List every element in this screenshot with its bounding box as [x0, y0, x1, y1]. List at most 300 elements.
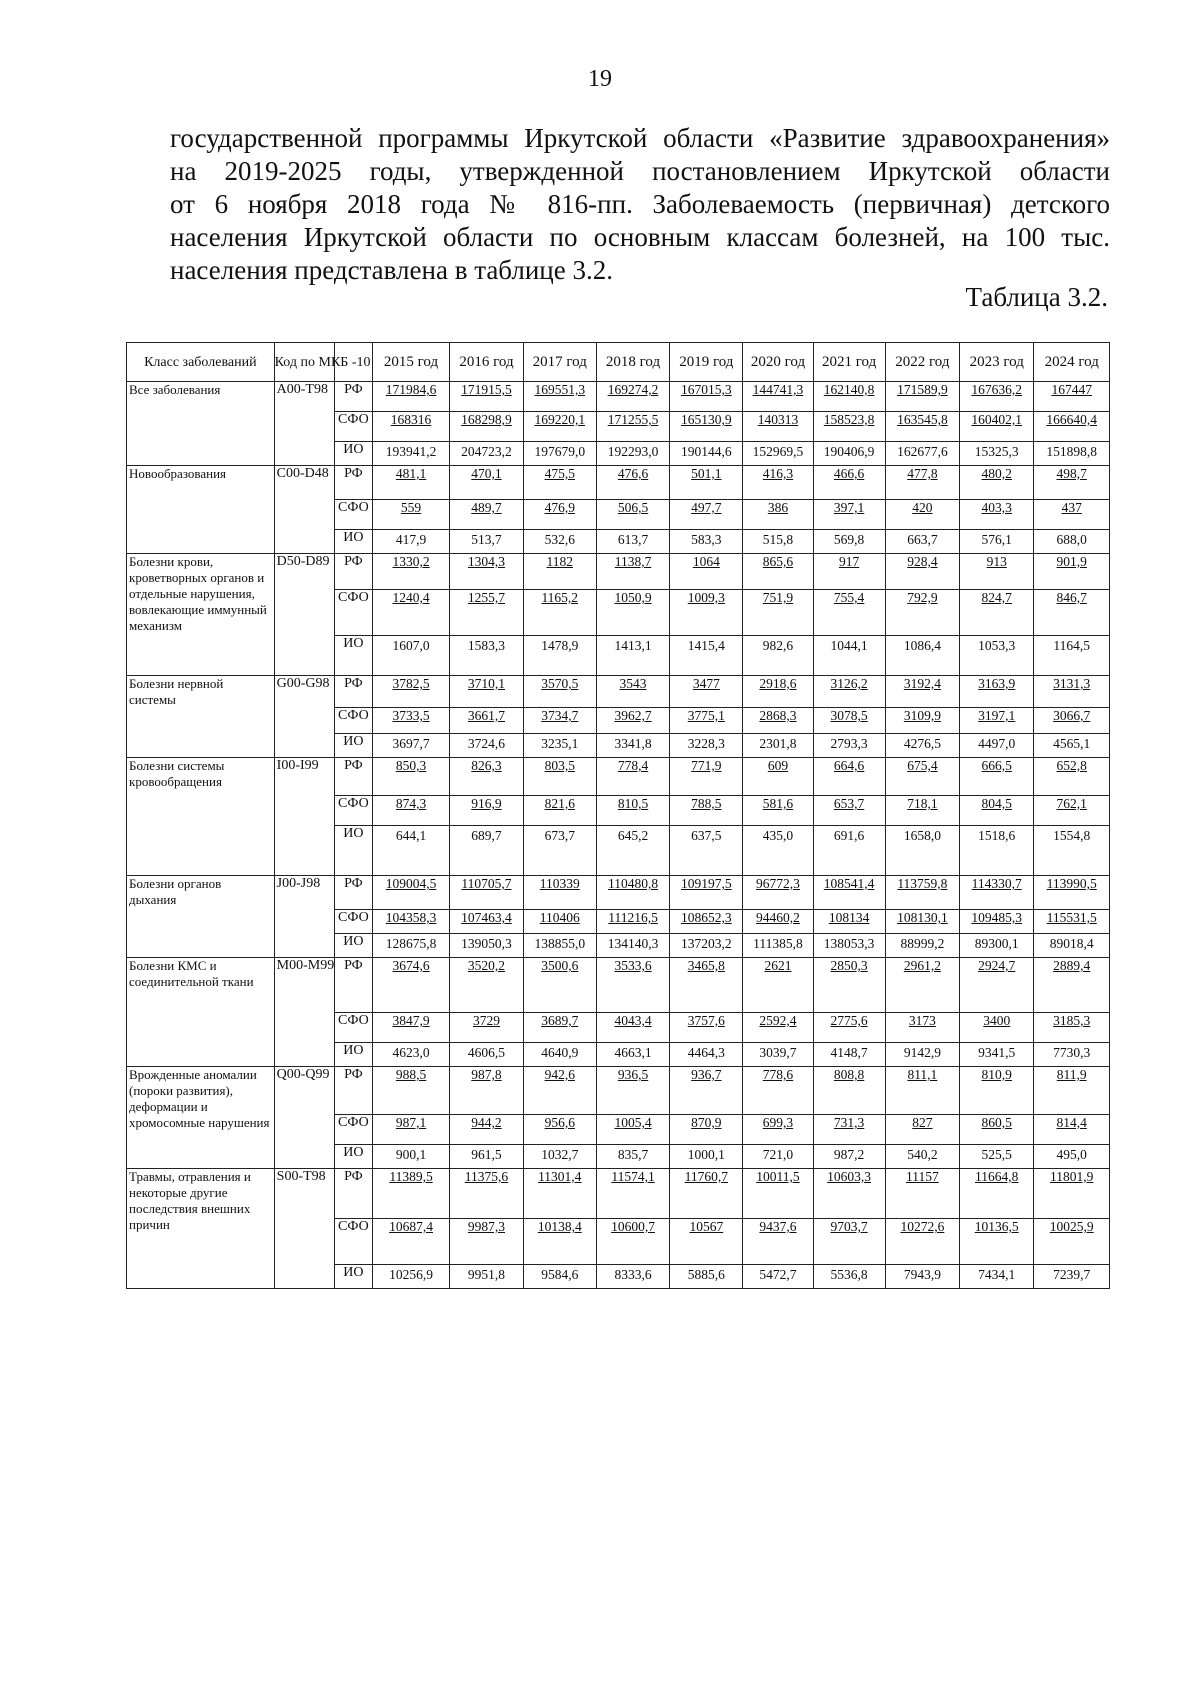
- intro-line: государственной программы Иркутской области «Развитие здравоохранения»: [170, 123, 1110, 153]
- value-cell: 138855,0: [523, 934, 596, 958]
- value-cell: 778,4: [596, 758, 669, 796]
- value-cell: 2621: [743, 958, 813, 1013]
- value-cell: 11375,6: [450, 1169, 523, 1219]
- value-cell: 96772,3: [743, 876, 813, 910]
- value-cell: 653,7: [813, 796, 885, 826]
- value-cell: 386: [743, 500, 813, 530]
- value-cell: 3674,6: [372, 958, 450, 1013]
- header-year: 2022 год: [885, 343, 959, 382]
- value-cell: 3500,6: [523, 958, 596, 1013]
- value-cell: 8333,6: [596, 1265, 669, 1289]
- header-year: 2018 год: [596, 343, 669, 382]
- value-cell: 673,7: [523, 826, 596, 876]
- value-cell: 1182: [523, 554, 596, 590]
- value-cell: 3757,6: [670, 1013, 743, 1043]
- value-cell: 1009,3: [670, 590, 743, 636]
- value-cell: 1607,0: [372, 636, 450, 676]
- header-year: 2021 год: [813, 343, 885, 382]
- value-cell: 403,3: [960, 500, 1034, 530]
- value-cell: 10025,9: [1034, 1219, 1110, 1265]
- value-cell: 171255,5: [596, 412, 669, 442]
- region-cell: РФ: [335, 758, 373, 796]
- value-cell: 111385,8: [743, 934, 813, 958]
- value-cell: 506,5: [596, 500, 669, 530]
- region-cell: РФ: [335, 554, 373, 590]
- value-cell: 613,7: [596, 530, 669, 554]
- table-caption: Таблица 3.2.: [965, 282, 1108, 312]
- value-cell: 988,5: [372, 1067, 450, 1115]
- value-cell: 3782,5: [372, 676, 450, 708]
- value-cell: 755,4: [813, 590, 885, 636]
- value-cell: 3689,7: [523, 1013, 596, 1043]
- value-cell: 416,3: [743, 466, 813, 500]
- value-cell: 4148,7: [813, 1043, 885, 1067]
- value-cell: 532,6: [523, 530, 596, 554]
- value-cell: 110339: [523, 876, 596, 910]
- region-cell: РФ: [335, 1067, 373, 1115]
- value-cell: 3126,2: [813, 676, 885, 708]
- region-cell: ИО: [335, 934, 373, 958]
- value-cell: 788,5: [670, 796, 743, 826]
- value-cell: 495,0: [1034, 1145, 1110, 1169]
- value-cell: 166640,4: [1034, 412, 1110, 442]
- value-cell: 167015,3: [670, 382, 743, 412]
- icd-code-cell: S00-T98: [274, 1169, 334, 1289]
- value-cell: 190406,9: [813, 442, 885, 466]
- value-cell: 1240,4: [372, 590, 450, 636]
- value-cell: 870,9: [670, 1115, 743, 1145]
- region-cell: РФ: [335, 876, 373, 910]
- value-cell: 113990,5: [1034, 876, 1110, 910]
- value-cell: 3543: [596, 676, 669, 708]
- value-cell: 3734,7: [523, 708, 596, 734]
- value-cell: 3520,2: [450, 958, 523, 1013]
- value-cell: 804,5: [960, 796, 1034, 826]
- value-cell: 3341,8: [596, 734, 669, 758]
- value-cell: 3197,1: [960, 708, 1034, 734]
- region-cell: ИО: [335, 826, 373, 876]
- value-cell: 2301,8: [743, 734, 813, 758]
- region-cell: ИО: [335, 442, 373, 466]
- value-cell: 115531,5: [1034, 910, 1110, 934]
- value-cell: 675,4: [885, 758, 959, 796]
- value-cell: 144741,3: [743, 382, 813, 412]
- value-cell: 111216,5: [596, 910, 669, 934]
- value-cell: 89300,1: [960, 934, 1034, 958]
- value-cell: 1064: [670, 554, 743, 590]
- value-cell: 162677,6: [885, 442, 959, 466]
- value-cell: 3066,7: [1034, 708, 1110, 734]
- value-cell: 11801,9: [1034, 1169, 1110, 1219]
- value-cell: 2775,6: [813, 1013, 885, 1043]
- value-cell: 1518,6: [960, 826, 1034, 876]
- page-number: 19: [588, 66, 612, 92]
- value-cell: 501,1: [670, 466, 743, 500]
- value-cell: 846,7: [1034, 590, 1110, 636]
- value-cell: 476,6: [596, 466, 669, 500]
- value-cell: 470,1: [450, 466, 523, 500]
- value-cell: 645,2: [596, 826, 669, 876]
- value-cell: 3847,9: [372, 1013, 450, 1043]
- disease-class-cell: Болезни крови, кроветворных органов и отдельные нарушения, вовлекающие иммунный механизм: [127, 554, 275, 676]
- value-cell: 824,7: [960, 590, 1034, 636]
- value-cell: 3173: [885, 1013, 959, 1043]
- value-cell: 138053,3: [813, 934, 885, 958]
- table-row: [127, 1169, 1110, 1219]
- value-cell: 637,5: [670, 826, 743, 876]
- region-cell: СФО: [335, 500, 373, 530]
- header-year: 2023 год: [960, 343, 1034, 382]
- value-cell: 9703,7: [813, 1219, 885, 1265]
- value-cell: 9951,8: [450, 1265, 523, 1289]
- value-cell: 1583,3: [450, 636, 523, 676]
- value-cell: 944,2: [450, 1115, 523, 1145]
- value-cell: 917: [813, 554, 885, 590]
- value-cell: 475,5: [523, 466, 596, 500]
- value-cell: 171915,5: [450, 382, 523, 412]
- morbidity-table: [126, 342, 1110, 1289]
- value-cell: 107463,4: [450, 910, 523, 934]
- disease-class-cell: Болезни КМС и соединительной ткани: [127, 958, 275, 1067]
- value-cell: 751,9: [743, 590, 813, 636]
- value-cell: 4663,1: [596, 1043, 669, 1067]
- value-cell: 1044,1: [813, 636, 885, 676]
- value-cell: 1032,7: [523, 1145, 596, 1169]
- value-cell: 108652,3: [670, 910, 743, 934]
- value-cell: 2592,4: [743, 1013, 813, 1043]
- value-cell: 2889,4: [1034, 958, 1110, 1013]
- value-cell: 167636,2: [960, 382, 1034, 412]
- value-cell: 193941,2: [372, 442, 450, 466]
- value-cell: 10011,5: [743, 1169, 813, 1219]
- intro-paragraph: [170, 122, 1110, 287]
- value-cell: 1005,4: [596, 1115, 669, 1145]
- value-cell: 2918,6: [743, 676, 813, 708]
- value-cell: 961,5: [450, 1145, 523, 1169]
- value-cell: 110406: [523, 910, 596, 934]
- region-cell: РФ: [335, 1169, 373, 1219]
- value-cell: 165130,9: [670, 412, 743, 442]
- value-cell: 397,1: [813, 500, 885, 530]
- value-cell: 652,8: [1034, 758, 1110, 796]
- value-cell: 956,6: [523, 1115, 596, 1145]
- value-cell: 1554,8: [1034, 826, 1110, 876]
- intro-line: от 6 ноября 2018 года № 816-пп. Заболеваемость (первичная) детского: [170, 189, 1110, 219]
- value-cell: 3400: [960, 1013, 1034, 1043]
- value-cell: 7434,1: [960, 1265, 1034, 1289]
- value-cell: 699,3: [743, 1115, 813, 1145]
- value-cell: 15325,3: [960, 442, 1034, 466]
- value-cell: 160402,1: [960, 412, 1034, 442]
- value-cell: 110705,7: [450, 876, 523, 910]
- value-cell: 583,3: [670, 530, 743, 554]
- table-row: [127, 958, 1110, 1013]
- value-cell: 3477: [670, 676, 743, 708]
- value-cell: 576,1: [960, 530, 1034, 554]
- value-cell: 1255,7: [450, 590, 523, 636]
- value-cell: 167447: [1034, 382, 1110, 412]
- value-cell: 3733,5: [372, 708, 450, 734]
- value-cell: 936,5: [596, 1067, 669, 1115]
- value-cell: 3192,4: [885, 676, 959, 708]
- value-cell: 942,6: [523, 1067, 596, 1115]
- value-cell: 466,6: [813, 466, 885, 500]
- value-cell: 7943,9: [885, 1265, 959, 1289]
- value-cell: 1000,1: [670, 1145, 743, 1169]
- value-cell: 771,9: [670, 758, 743, 796]
- icd-code-cell: M00-M99: [274, 958, 334, 1067]
- value-cell: 900,1: [372, 1145, 450, 1169]
- header-year: 2016 год: [450, 343, 523, 382]
- value-cell: 108134: [813, 910, 885, 934]
- value-cell: 3724,6: [450, 734, 523, 758]
- value-cell: 559: [372, 500, 450, 530]
- icd-code-cell: J00-J98: [274, 876, 334, 958]
- value-cell: 4497,0: [960, 734, 1034, 758]
- value-cell: 171589,9: [885, 382, 959, 412]
- icd-code-cell: D50-D89: [274, 554, 334, 676]
- value-cell: 168298,9: [450, 412, 523, 442]
- value-cell: 4043,4: [596, 1013, 669, 1043]
- value-cell: 10256,9: [372, 1265, 450, 1289]
- value-cell: 140313: [743, 412, 813, 442]
- value-cell: 540,2: [885, 1145, 959, 1169]
- value-cell: 2793,3: [813, 734, 885, 758]
- region-cell: ИО: [335, 1265, 373, 1289]
- value-cell: 9584,6: [523, 1265, 596, 1289]
- value-cell: 10272,6: [885, 1219, 959, 1265]
- value-cell: 1413,1: [596, 636, 669, 676]
- value-cell: 5472,7: [743, 1265, 813, 1289]
- value-cell: 162140,8: [813, 382, 885, 412]
- value-cell: 151898,8: [1034, 442, 1110, 466]
- value-cell: 109004,5: [372, 876, 450, 910]
- value-cell: 762,1: [1034, 796, 1110, 826]
- table-row: [127, 1067, 1110, 1115]
- value-cell: 860,5: [960, 1115, 1034, 1145]
- value-cell: 515,8: [743, 530, 813, 554]
- value-cell: 644,1: [372, 826, 450, 876]
- value-cell: 197679,0: [523, 442, 596, 466]
- value-cell: 10603,3: [813, 1169, 885, 1219]
- region-cell: ИО: [335, 1145, 373, 1169]
- value-cell: 1165,2: [523, 590, 596, 636]
- value-cell: 2924,7: [960, 958, 1034, 1013]
- value-cell: 569,8: [813, 530, 885, 554]
- value-cell: 498,7: [1034, 466, 1110, 500]
- value-cell: 137203,2: [670, 934, 743, 958]
- value-cell: 417,9: [372, 530, 450, 554]
- value-cell: 139050,3: [450, 934, 523, 958]
- value-cell: 666,5: [960, 758, 1034, 796]
- value-cell: 94460,2: [743, 910, 813, 934]
- disease-class-cell: Все заболевания: [127, 382, 275, 466]
- value-cell: 152969,5: [743, 442, 813, 466]
- value-cell: 88999,2: [885, 934, 959, 958]
- value-cell: 1658,0: [885, 826, 959, 876]
- value-cell: 109197,5: [670, 876, 743, 910]
- value-cell: 169274,2: [596, 382, 669, 412]
- region-cell: СФО: [335, 590, 373, 636]
- value-cell: 792,9: [885, 590, 959, 636]
- value-cell: 5536,8: [813, 1265, 885, 1289]
- value-cell: 4623,0: [372, 1043, 450, 1067]
- value-cell: 10138,4: [523, 1219, 596, 1265]
- intro-line: населения представлена в таблице 3.2.: [170, 255, 613, 285]
- value-cell: 3228,3: [670, 734, 743, 758]
- value-cell: 113759,8: [885, 876, 959, 910]
- value-cell: 718,1: [885, 796, 959, 826]
- value-cell: 489,7: [450, 500, 523, 530]
- value-cell: 778,6: [743, 1067, 813, 1115]
- value-cell: 1304,3: [450, 554, 523, 590]
- value-cell: 190144,6: [670, 442, 743, 466]
- region-cell: СФО: [335, 412, 373, 442]
- table-row: [127, 758, 1110, 796]
- region-cell: ИО: [335, 734, 373, 758]
- value-cell: 1053,3: [960, 636, 1034, 676]
- value-cell: 811,9: [1034, 1067, 1110, 1115]
- value-cell: 581,6: [743, 796, 813, 826]
- value-cell: 4464,3: [670, 1043, 743, 1067]
- table-row: [127, 676, 1110, 708]
- value-cell: 476,9: [523, 500, 596, 530]
- value-cell: 128675,8: [372, 934, 450, 958]
- icd-code-cell: Q00-Q99: [274, 1067, 334, 1169]
- value-cell: 808,8: [813, 1067, 885, 1115]
- value-cell: 108130,1: [885, 910, 959, 934]
- value-cell: 821,6: [523, 796, 596, 826]
- value-cell: 513,7: [450, 530, 523, 554]
- value-cell: 11664,8: [960, 1169, 1034, 1219]
- value-cell: 110480,8: [596, 876, 669, 910]
- value-cell: 810,9: [960, 1067, 1034, 1115]
- value-cell: 3570,5: [523, 676, 596, 708]
- value-cell: 158523,8: [813, 412, 885, 442]
- value-cell: 827: [885, 1115, 959, 1145]
- intro-line: населения Иркутской области по основным классам болезней, на 100 тыс.: [170, 222, 1110, 252]
- value-cell: 814,4: [1034, 1115, 1110, 1145]
- value-cell: 3109,9: [885, 708, 959, 734]
- value-cell: 3163,9: [960, 676, 1034, 708]
- value-cell: 1138,7: [596, 554, 669, 590]
- region-cell: РФ: [335, 382, 373, 412]
- value-cell: 3729: [450, 1013, 523, 1043]
- value-cell: 10687,4: [372, 1219, 450, 1265]
- table-row: [127, 876, 1110, 910]
- table-body: [127, 382, 1110, 1289]
- value-cell: 3697,7: [372, 734, 450, 758]
- value-cell: 3185,3: [1034, 1013, 1110, 1043]
- disease-class-cell: Новообразования: [127, 466, 275, 554]
- value-cell: 9437,6: [743, 1219, 813, 1265]
- value-cell: 114330,7: [960, 876, 1034, 910]
- disease-class-cell: Болезни системы кровообращения: [127, 758, 275, 876]
- value-cell: 2868,3: [743, 708, 813, 734]
- disease-class-cell: Травмы, отравления и некоторые другие последствия внешних причин: [127, 1169, 275, 1289]
- header-year: 2024 год: [1034, 343, 1110, 382]
- disease-class-cell: Болезни нервной системы: [127, 676, 275, 758]
- table-row: [127, 466, 1110, 500]
- value-cell: 481,1: [372, 466, 450, 500]
- value-cell: 811,1: [885, 1067, 959, 1115]
- value-cell: 9341,5: [960, 1043, 1034, 1067]
- disease-class-cell: Болезни органов дыхания: [127, 876, 275, 958]
- value-cell: 11301,4: [523, 1169, 596, 1219]
- header-year: 2020 год: [743, 343, 813, 382]
- value-cell: 10600,7: [596, 1219, 669, 1265]
- value-cell: 1478,9: [523, 636, 596, 676]
- value-cell: 5885,6: [670, 1265, 743, 1289]
- value-cell: 11760,7: [670, 1169, 743, 1219]
- disease-class-cell: Врожденные аномалии (пороки развития), деформации и хромосомные нарушения: [127, 1067, 275, 1169]
- value-cell: 11574,1: [596, 1169, 669, 1219]
- value-cell: 134140,3: [596, 934, 669, 958]
- value-cell: 1415,4: [670, 636, 743, 676]
- region-cell: РФ: [335, 958, 373, 1013]
- value-cell: 480,2: [960, 466, 1034, 500]
- region-cell: РФ: [335, 676, 373, 708]
- value-cell: 3710,1: [450, 676, 523, 708]
- icd-code-cell: А00-Т98: [274, 382, 334, 466]
- value-cell: 109485,3: [960, 910, 1034, 934]
- intro-line: на 2019-2025 годы, утвержденной постановлением Иркутской области: [170, 156, 1110, 186]
- value-cell: 1050,9: [596, 590, 669, 636]
- value-cell: 497,7: [670, 500, 743, 530]
- value-cell: 2961,2: [885, 958, 959, 1013]
- region-cell: ИО: [335, 530, 373, 554]
- region-cell: ИО: [335, 1043, 373, 1067]
- value-cell: 204723,2: [450, 442, 523, 466]
- value-cell: 987,1: [372, 1115, 450, 1145]
- value-cell: 477,8: [885, 466, 959, 500]
- value-cell: 9142,9: [885, 1043, 959, 1067]
- value-cell: 3775,1: [670, 708, 743, 734]
- value-cell: 10567: [670, 1219, 743, 1265]
- value-cell: 835,7: [596, 1145, 669, 1169]
- value-cell: 810,5: [596, 796, 669, 826]
- value-cell: 3131,3: [1034, 676, 1110, 708]
- value-cell: 987,2: [813, 1145, 885, 1169]
- table-row: [127, 382, 1110, 412]
- table-row: [127, 554, 1110, 590]
- value-cell: 169551,3: [523, 382, 596, 412]
- value-cell: 987,8: [450, 1067, 523, 1115]
- value-cell: 7239,7: [1034, 1265, 1110, 1289]
- value-cell: 435,0: [743, 826, 813, 876]
- header-year: 2015 год: [372, 343, 450, 382]
- value-cell: 420: [885, 500, 959, 530]
- value-cell: 525,5: [960, 1145, 1034, 1169]
- value-cell: 874,3: [372, 796, 450, 826]
- icd-code-cell: G00-G98: [274, 676, 334, 758]
- value-cell: 2850,3: [813, 958, 885, 1013]
- value-cell: 721,0: [743, 1145, 813, 1169]
- icd-code-cell: С00-D48: [274, 466, 334, 554]
- value-cell: 3078,5: [813, 708, 885, 734]
- value-cell: 3661,7: [450, 708, 523, 734]
- value-cell: 169220,1: [523, 412, 596, 442]
- header-year: 2017 год: [523, 343, 596, 382]
- region-cell: РФ: [335, 466, 373, 500]
- header-year: 2019 год: [670, 343, 743, 382]
- value-cell: 4276,5: [885, 734, 959, 758]
- region-cell: СФО: [335, 1013, 373, 1043]
- value-cell: 4640,9: [523, 1043, 596, 1067]
- value-cell: 3235,1: [523, 734, 596, 758]
- header-code: Код по МКБ -10: [274, 343, 334, 382]
- value-cell: 7730,3: [1034, 1043, 1110, 1067]
